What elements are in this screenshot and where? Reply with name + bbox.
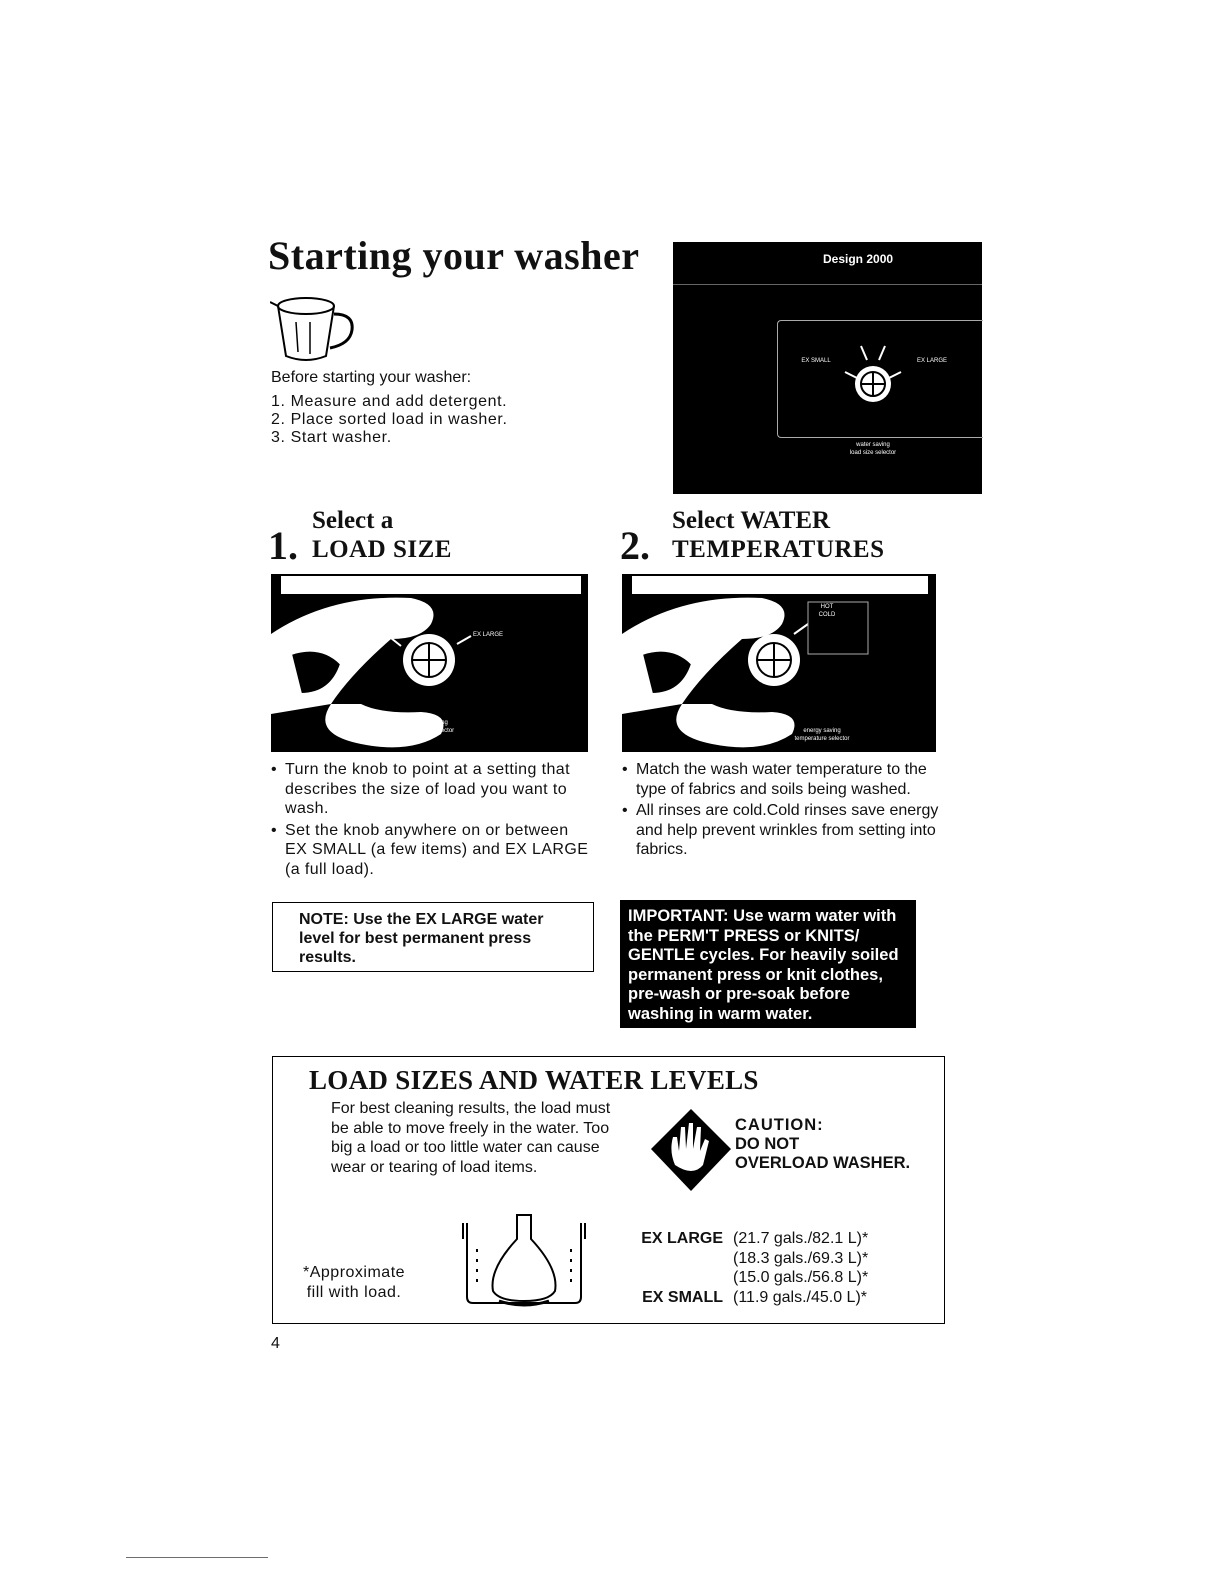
step2-photo	[622, 574, 936, 752]
step1-photo	[271, 574, 588, 752]
step1-number: 1.	[268, 523, 298, 568]
step2-heading	[620, 504, 940, 568]
footnote-separator	[126, 1557, 268, 1558]
intro	[271, 368, 508, 447]
intro-step: 1. Measure and add detergent.	[271, 393, 508, 410]
hand-turning-knob-icon	[271, 584, 588, 752]
step1-photo-caption-1: water saving	[414, 720, 448, 726]
load-size-dial-icon	[823, 338, 923, 418]
dial-label-ex-small: EX SMALL	[801, 358, 831, 364]
step1-line1: Select a	[312, 507, 394, 534]
page-title: Starting your washer	[268, 233, 640, 278]
step2-dial-label-cold: COLD	[818, 612, 836, 618]
step1-line2: LOAD SIZE	[312, 536, 452, 563]
caution-text	[735, 1116, 910, 1173]
step2-bullet: • Match the wash water temperature to the type of fabrics and soils being washed.	[622, 760, 947, 799]
important-box: IMPORTANT: Use warm water with the PERM'T PRESS or KNITS/ GENTLE cycles. For heavily soiled permanent press or knit clothes, pre-wash or pre-soak before washing in warm water.	[620, 900, 916, 1028]
step2-photo-caption-2: temperature selector	[794, 736, 850, 742]
panel-caption-1: water saving	[856, 442, 890, 448]
approximate-note	[303, 1263, 405, 1302]
load-sizes-title: LOAD SIZES AND WATER LEVELS	[309, 1065, 759, 1095]
water-level-value: (11.9 gals./45.0 L)*	[733, 1288, 868, 1306]
control-panel-photo	[673, 242, 982, 494]
note-box: NOTE: Use the EX LARGE water level for best permanent press results.	[272, 902, 594, 972]
stop-hand-icon	[649, 1107, 733, 1193]
caution-line-1: CAUTION:	[735, 1116, 824, 1134]
step2-line1: Select WATER	[672, 507, 831, 534]
water-level-value: (18.3 gals./69.3 L)*	[733, 1249, 869, 1267]
step1-bullet: • Set the knob anywhere on or between EX SMALL (a few items) and EX LARGE (a full load).	[271, 821, 591, 880]
step2-bullet: • All rinses are cold.Cold rinses save energy and help prevent wrinkles from setting into fabrics.	[622, 801, 947, 860]
approximate-line-1: *Approximate	[303, 1264, 406, 1281]
step2-number: 2.	[620, 523, 650, 568]
intro-lead: Before starting your washer:	[271, 369, 472, 386]
load-sizes-box	[272, 1056, 945, 1324]
intro-steps	[271, 393, 508, 447]
water-level-value: (15.0 gals./56.8 L)*	[733, 1269, 869, 1286]
step2-dial-label-hot: HOT	[820, 604, 834, 610]
water-level-label: EX LARGE	[641, 1230, 723, 1247]
step1-heading	[268, 504, 588, 568]
step2-bullets	[622, 760, 947, 862]
step1-photo-caption-2: load size selector	[407, 728, 455, 734]
caution-line-2: DO NOT	[735, 1135, 800, 1153]
panel-caption-2: load size selector	[849, 450, 897, 456]
step2-line2: TEMPERATURES	[672, 536, 885, 563]
intro-step: 3. Start washer.	[271, 429, 392, 446]
measuring-cup-icon	[270, 292, 360, 364]
water-level-label: EX SMALL	[642, 1288, 723, 1306]
page-number: 4	[271, 1335, 280, 1352]
dial-label-ex-large: EX LARGE	[917, 358, 948, 364]
panel-logo: Design 2000	[823, 252, 894, 266]
step1-bullets	[271, 760, 591, 881]
caution-line-3: OVERLOAD WASHER.	[735, 1154, 911, 1172]
hand-turning-temperature-knob-icon	[622, 584, 936, 752]
washer-tub-icon	[459, 1209, 589, 1309]
step1-bullet: • Turn the knob to point at a setting that describes the size of load you want to wash.	[271, 760, 591, 819]
step2-photo-caption-1: energy saving	[803, 728, 841, 734]
water-level-value: (21.7 gals./82.1 L)*	[733, 1230, 869, 1247]
approximate-line-2: fill with load.	[306, 1283, 402, 1301]
intro-step: 2. Place sorted load in washer.	[271, 411, 508, 428]
step1-dial-label: EX LARGE	[473, 632, 504, 638]
load-sizes-body: For best cleaning results, the load must be able to move freely in the water. Too big a load or too little water can cause wear or tearing of load items.	[331, 1100, 611, 1176]
